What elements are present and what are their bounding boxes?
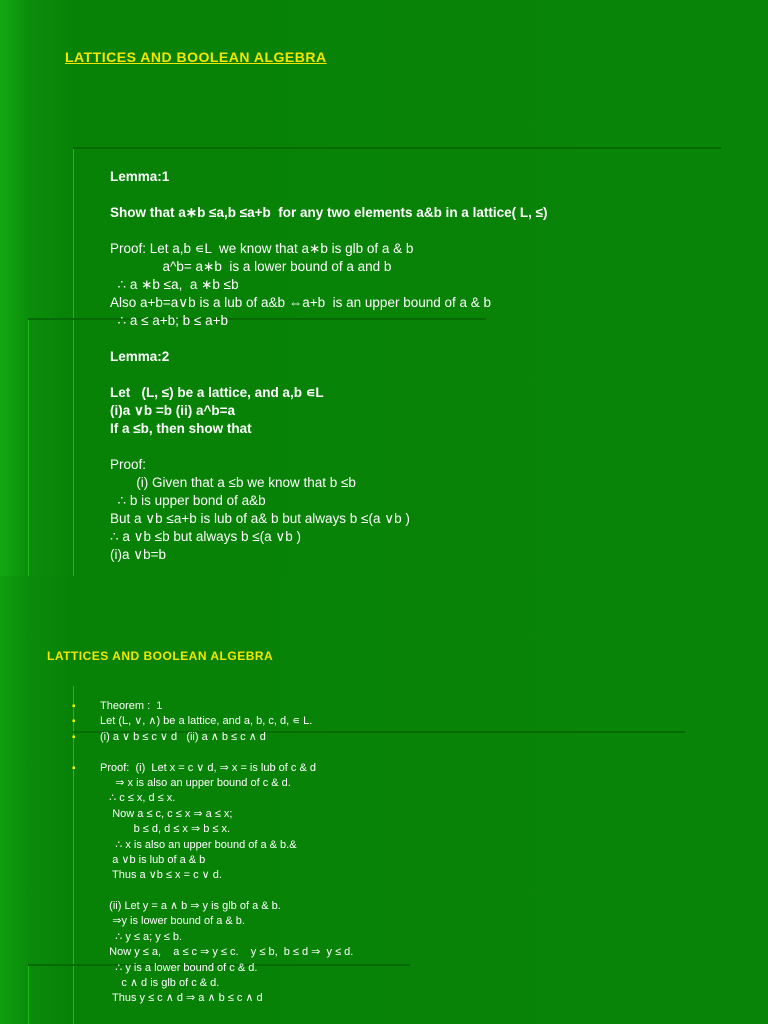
text-line <box>72 807 353 822</box>
text-line-content: ∴ c ≤ x, d ≤ x. <box>100 792 176 805</box>
line-gap <box>110 366 547 384</box>
slide-2 <box>0 576 768 1024</box>
text-line: ∴ a ∗b ≤a, a ∗b ≤b <box>110 277 239 292</box>
text-line: (i)a ∨b =b (ii) a^b=a <box>110 403 236 418</box>
line-gap <box>110 186 547 204</box>
text-line-content: Now a ≤ c, c ≤ x ⇒ a ≤ x; <box>100 807 233 820</box>
text-line-content: Proof: (i) Let x = c ∨ d, ⇒ x = is lub of c & d <box>100 761 316 774</box>
line-gap <box>110 222 547 240</box>
text-line: Lemma:2 <box>110 349 170 364</box>
text-line <box>72 991 353 1006</box>
slide-title: LATTICES AND BOOLEAN ALGEBRA <box>65 49 327 65</box>
bullet-item <box>72 730 353 745</box>
slide-body <box>110 168 547 564</box>
text-line-content: b ≤ d, d ≤ x ⇒ b ≤ x. <box>100 823 231 836</box>
text-line-content: ⇒ x is also an upper bound of c & d. <box>100 776 291 789</box>
bullet-item <box>72 699 353 714</box>
text-line: But a ∨b ≤a+b is lub of a& b but always b ≤(a ∨b ) <box>110 511 410 526</box>
decor-vertical-line <box>28 966 29 1024</box>
slide-title: LATTICES AND BOOLEAN ALGEBRA <box>47 649 274 663</box>
line-gap <box>110 438 547 456</box>
line-gap <box>72 745 353 760</box>
text-line: ∴ a ∨b ≤b but always b ≤(a ∨b ) <box>110 529 301 544</box>
text-line-content: ∴ y is a lower bound of c & d. <box>100 961 258 974</box>
text-line: (i)a ∨b=b <box>110 547 167 562</box>
text-line: Let (L, ≤) be a lattice, and a,b ∊L <box>110 385 324 400</box>
text-line-content: ⇒y is lower bound of a & b. <box>100 915 245 928</box>
text-line <box>72 822 353 837</box>
text-line: (i) Given that a ≤b we know that b ≤b <box>110 475 356 490</box>
text-line: ∴ a ≤ a+b; b ≤ a+b <box>110 313 228 328</box>
text-line-content: Thus a ∨b ≤ x = c ∨ d. <box>100 869 222 882</box>
line-gap <box>72 884 353 899</box>
text-line: Also a+b=a∨b is a lub of a&b ⇔a+b is an upper bound of a & b <box>110 295 492 310</box>
text-line-content: (i) a ∨ b ≤ c ∨ d (ii) a ∧ b ≤ c ∧ d <box>100 730 266 743</box>
decor-vertical-line <box>28 320 29 576</box>
text-line <box>72 914 353 929</box>
text-line-content: ∴ y ≤ a; y ≤ b. <box>100 930 183 943</box>
text-line-content: Theorem : 1 <box>100 700 163 712</box>
text-line <box>72 853 353 868</box>
text-line <box>72 868 353 883</box>
text-line <box>72 776 353 791</box>
text-line: If a ≤b, then show that <box>110 421 252 436</box>
text-line <box>72 899 353 914</box>
text-line-content: (ii) Let y = a ∧ b ⇒ y is glb of a & b. <box>100 900 281 913</box>
decor-vertical-line <box>73 148 74 576</box>
text-line-content: Let (L, ∨, ∧) be a lattice, and a, b, c, d, ∊ L. <box>100 715 313 728</box>
text-line: Proof: <box>110 457 147 472</box>
text-line <box>72 945 353 960</box>
text-line: Proof: Let a,b ∊L we know that a∗b is glb of a & b <box>110 241 414 256</box>
bullet-item <box>72 761 353 776</box>
text-line-content: a ∨b is lub of a & b <box>100 853 206 866</box>
text-line: ∴ b is upper bond of a&b <box>110 493 266 508</box>
bullet-item <box>72 714 353 729</box>
text-line <box>72 961 353 976</box>
slide-body <box>72 699 353 1007</box>
text-line: Show that a∗b ≤a,b ≤a+b for any two elements a&b in a lattice( L, ≤) <box>110 205 548 220</box>
text-line-content: ∴ x is also an upper bound of a & b.& <box>100 838 297 851</box>
text-line <box>72 976 353 991</box>
line-gap <box>110 330 547 348</box>
text-line <box>72 838 353 853</box>
text-line-content: c ∧ d is glb of c & d. <box>100 977 220 990</box>
text-line: Lemma:1 <box>110 169 170 184</box>
text-line-content: Thus y ≤ c ∧ d ⇒ a ∧ b ≤ c ∧ d <box>100 992 263 1005</box>
text-line-content: Now y ≤ a, a ≤ c ⇒ y ≤ c. y ≤ b, b ≤ d ⇒ y ≤ d. <box>100 946 354 959</box>
decor-horizontal-line <box>73 147 721 149</box>
text-line: a^b= a∗b is a lower bound of a and b <box>110 259 392 274</box>
text-line <box>72 930 353 945</box>
text-line <box>72 791 353 806</box>
